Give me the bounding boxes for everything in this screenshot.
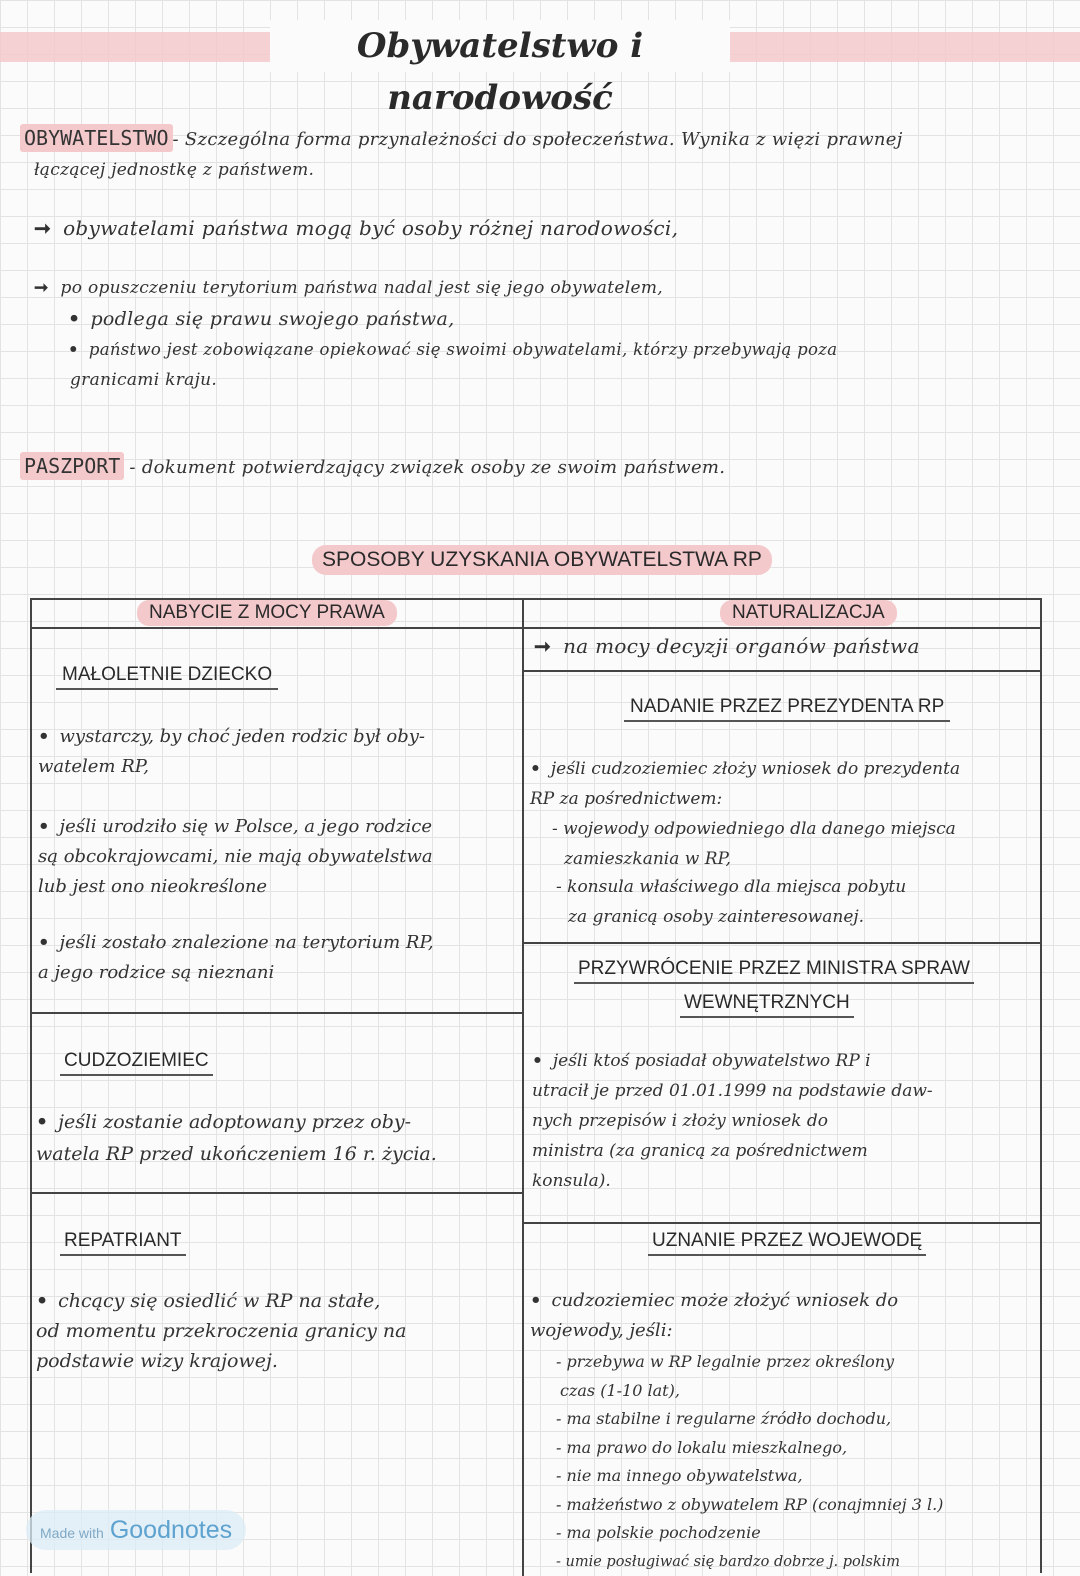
citizenship-sub-bullet-2: • państwo jest zobowiązane opiekować się swoimi obywatelami, którzy przebywają poza: [68, 340, 837, 359]
page-title: Obywatelstwo i narodowość: [270, 20, 730, 72]
right-row-divider-1: [524, 942, 1042, 944]
citizenship-point-1: ➞ obywatelami państwa mogą być osoby różnej narodowości,: [34, 216, 679, 240]
minister-heading-line-2: WEWNĘTRZNYCH: [680, 990, 854, 1018]
list-item: - małżeństwo z obywatelem RP (conajmniej 3 l.): [556, 1494, 944, 1514]
list-item: czas (1-10 lat),: [560, 1380, 680, 1400]
naturalization-note-divider: [524, 670, 1042, 672]
arrow-icon: ➞: [34, 216, 52, 240]
president-detail-2: - konsula właściwego dla miejsca pobytu za granicą osoby zainteresowanej.: [556, 877, 907, 927]
minor-bullet-3: • jeśli zostało znalezione na terytorium RP, a jego rodzice są nieznani: [38, 928, 434, 988]
section-heading: SPOSOBY UZYSKANIA OBYWATELSTWA RP: [312, 545, 772, 575]
passport-term: PASZPORT: [20, 452, 124, 480]
minor-bullet-2: • jeśli urodziło się w Polsce, a jego rodzice są obcokrajowcami, nie mają obywatelstwa lub jest ono nieokreślone: [38, 812, 433, 902]
president-detail-1: - wojewody odpowiedniego dla danego miejsca zamieszkania w RP,: [552, 819, 956, 869]
voivode-conditions: [556, 1348, 943, 1576]
voivode-heading: UZNANIE PRZEZ WOJEWODĘ: [648, 1228, 926, 1256]
voivode-bullet-1: • cudzoziemiec może złożyć wniosek do wojewody, jeśli:: [530, 1286, 898, 1346]
passport-def-text: - dokument potwierdzający związek osoby ze swoim państwem.: [129, 457, 726, 478]
left-row-divider-2: [30, 1192, 524, 1194]
foreigner-bullet-1: • jeśli zostanie adoptowany przez oby- watela RP przed ukończeniem 16 r. życia.: [36, 1106, 437, 1170]
citizenship-def-line-2: łączącej jednostkę z państwem.: [34, 160, 315, 180]
minor-heading: MAŁOLETNIE DZIECKO: [56, 662, 278, 690]
citizenship-term: OBYWATELSTWO: [20, 124, 173, 152]
repatriate-heading: REPATRIANT: [60, 1228, 186, 1256]
list-item: - ma stabilne i regularne źródło dochodu,: [556, 1409, 892, 1428]
repatriate-bullet-1: • chcący się osiedlić w RP na stałe, od momentu przekroczenia granicy na podstawie wizy krajowej.: [36, 1286, 406, 1376]
citizenship-def-line-1: - Szczególna forma przynależności do społeczeństwa. Wynika z więzi prawnej: [172, 129, 903, 150]
president-bullet-1: • jeśli cudzoziemiec złoży wniosek do prezydenta RP za pośrednictwem:: [530, 754, 960, 814]
citizenship-sub-bullet-cont: granicami kraju.: [70, 370, 218, 390]
list-item: - umie posługiwać się bardzo dobrze j. polskim: [556, 1553, 901, 1570]
minister-heading-line-1: PRZYWRÓCENIE PRZEZ MINISTRA SPRAW: [574, 956, 974, 984]
right-row-divider-2: [524, 1222, 1042, 1224]
naturalization-note: ➞ na mocy decyzji organów państwa: [534, 634, 920, 658]
citizenship-sub-bullet-1: • podlega się prawu swojego państwa,: [68, 308, 454, 330]
list-item: - ma prawo do lokalu mieszkalnego,: [556, 1437, 848, 1457]
citizenship-point-2: ➞ po opuszczeniu terytorium państwa nadal jest się jego obywatelem,: [34, 278, 663, 298]
president-heading: NADANIE PRZEZ PREZYDENTA RP: [624, 694, 950, 722]
foreigner-heading: CUDZOZIEMIEC: [60, 1048, 213, 1076]
arrow-icon: ➞: [534, 634, 552, 658]
minor-bullet-1: • wystarczy, by choć jeden rodzic był oby- watelem RP,: [38, 722, 425, 782]
arrow-icon: ➞: [34, 278, 49, 298]
table-column-divider: [522, 598, 524, 1576]
left-row-divider-1: [30, 1012, 524, 1014]
minister-bullet-1: • jeśli ktoś posiadał obywatelstwo RP i utracił je przed 01.01.1999 na podstawie daw- nych przepisów i złoży wniosek do ministra (za granicą za pośrednictwem konsula).: [532, 1046, 933, 1196]
left-column-header: NABYCIE Z MOCY PRAWA: [137, 600, 397, 626]
table-header-divider: [30, 627, 1042, 629]
citizenship-definition: [20, 126, 1070, 150]
passport-definition: [20, 454, 725, 478]
watermark-brand: Goodnotes: [109, 1516, 233, 1544]
goodnotes-watermark: [26, 1510, 246, 1550]
watermark-prefix: Made with: [40, 1525, 104, 1541]
list-item: - nie ma innego obywatelstwa,: [556, 1466, 803, 1485]
list-item: - ma polskie pochodzenie: [556, 1523, 761, 1542]
list-item: - przebywa w RP legalnie przez określony: [556, 1352, 895, 1371]
right-column-header: NATURALIZACJA: [720, 600, 897, 626]
